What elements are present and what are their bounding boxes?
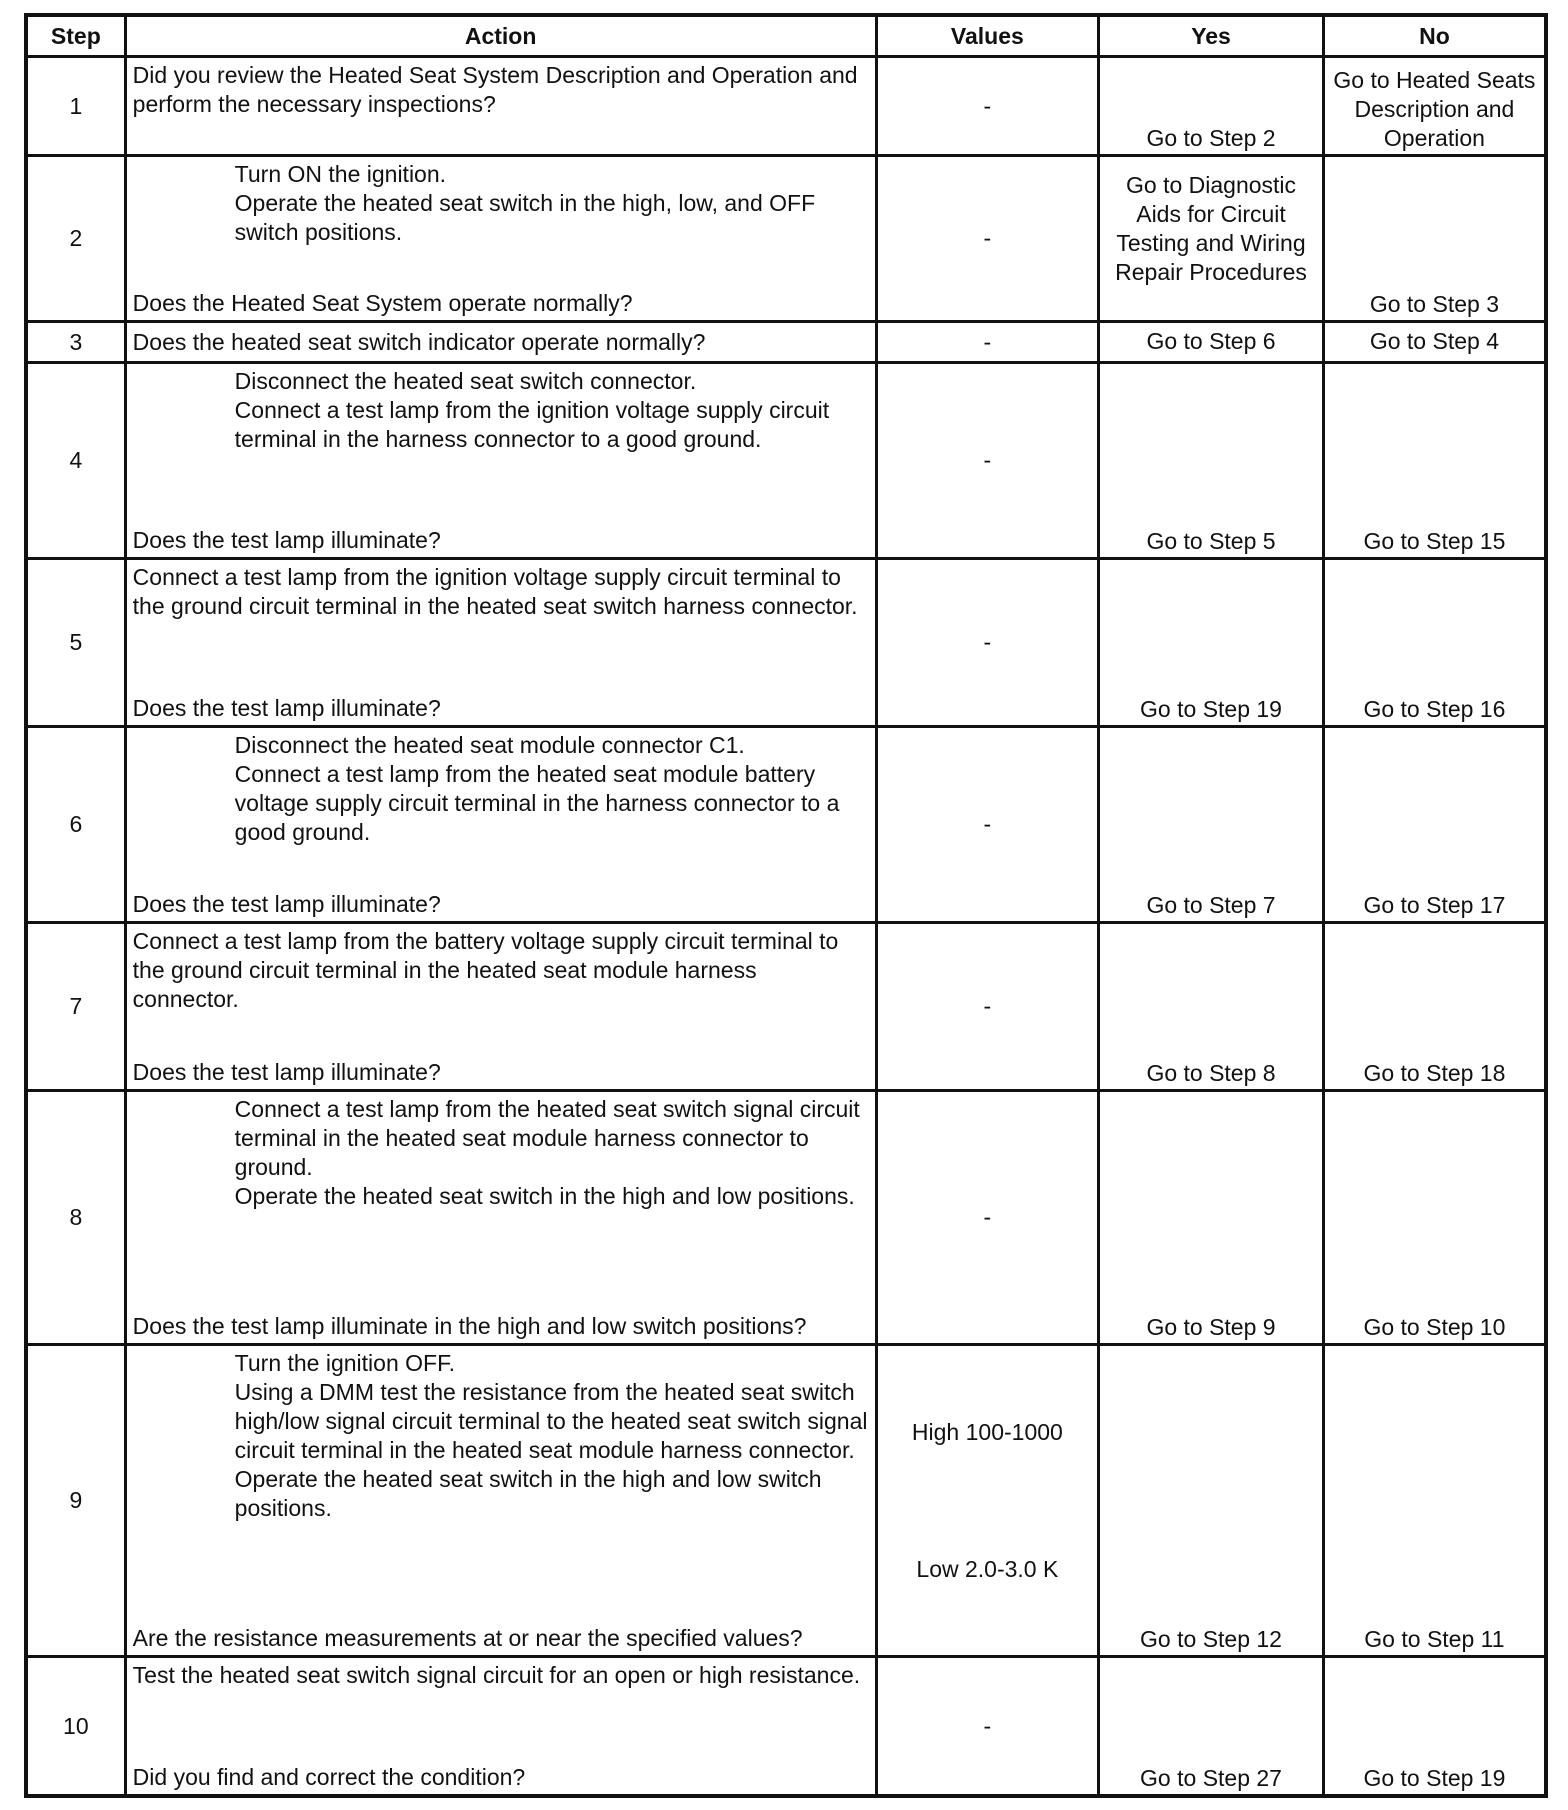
table-row [26,1345,1546,1657]
action-substep: Turn ON the ignition. [234,161,447,187]
header-step: Step [26,15,125,57]
action-substep: Connect a test lamp from the ignition voltage supply circuit terminal in the harness connector to a good ground. [234,397,830,452]
no-link[interactable]: Go to Step 17 [1363,892,1506,918]
action-question: Does the test lamp illuminate? [132,527,441,553]
action-question: Does the test lamp illuminate in the high and low switch positions? [132,1313,807,1339]
step-number: 6 [26,727,125,923]
action-substep: Operate the heated seat switch in the high and low switch positions. [234,1466,822,1521]
yes-link[interactable]: Go to Step 19 [1140,696,1282,722]
no-link[interactable]: Go to Step 11 [1364,1626,1505,1652]
yes-cell [1099,1091,1324,1345]
step-number: 9 [26,1345,125,1657]
yes-link[interactable]: Go to Step 2 [1146,125,1276,151]
yes-cell [1099,363,1324,559]
action-question: Are the resistance measurements at or near the specified values? [132,1625,803,1651]
values-cell [876,1345,1099,1657]
table-row [26,57,1546,156]
yes-cell [1099,923,1324,1091]
table-row [26,1091,1546,1345]
no-link[interactable]: Go to Step 4 [1369,328,1499,354]
yes-link[interactable]: Go to Step 8 [1146,1060,1276,1086]
action-substep: Turn the ignition OFF. [234,1350,455,1376]
no-cell [1323,1091,1546,1345]
yes-link[interactable]: Go to Step 5 [1146,528,1276,554]
no-cell [1323,1657,1546,1797]
no-cell [1323,727,1546,923]
header-values: Values [876,15,1099,57]
yes-cell [1099,322,1324,363]
no-link[interactable]: Go to Step 15 [1363,528,1506,554]
action-question: Did you find and correct the condition? [132,1764,526,1790]
table-row [26,727,1546,923]
step-number: 1 [26,57,125,156]
header-yes: Yes [1099,15,1324,57]
action-substep: Using a DMM test the resistance from the heated seat switch high/low signal circuit terminal to the heated seat switch signal circuit terminal in the heated seat module harness connector. [234,1379,868,1463]
no-link[interactable]: Go to Heated Seats Description and Operation [1333,67,1536,151]
step-number: 2 [26,156,125,322]
values-cell: - [876,1091,1099,1345]
action-text: Test the heated seat switch signal circuit for an open or high resistance. [132,1662,861,1688]
table-row [26,156,1546,322]
action-text: Did you review the Heated Seat System Description and Operation and perform the necessary inspections? [132,62,858,117]
action-question: Does the test lamp illuminate? [132,891,441,917]
action-substep: Connect a test lamp from the heated seat module battery voltage supply circuit terminal in the harness connector to a good ground. [234,761,840,845]
table-row [26,322,1546,363]
action-cell [125,923,876,1091]
step-number: 4 [26,363,125,559]
table-row [26,923,1546,1091]
action-cell [125,1091,876,1345]
yes-cell [1099,727,1324,923]
yes-cell [1099,1345,1324,1657]
values-cell: - [876,1657,1099,1797]
action-cell [125,322,876,363]
action-cell [125,156,876,322]
value-high: High 100-1000 [911,1418,1063,1445]
yes-cell [1099,57,1324,156]
yes-cell [1099,559,1324,727]
action-substep: Operate the heated seat switch in the high and low positions. [234,1183,855,1209]
value-low: Low 2.0-3.0 K [916,1555,1059,1582]
values-cell: - [876,559,1099,727]
action-question: Does the test lamp illuminate? [132,1059,441,1085]
yes-cell [1099,1657,1324,1797]
no-cell [1323,559,1546,727]
no-cell [1323,156,1546,322]
table-row [26,559,1546,727]
values-cell: - [876,363,1099,559]
yes-cell [1099,156,1324,322]
step-number: 10 [26,1657,125,1797]
action-text: Does the heated seat switch indicator operate normally? [132,329,706,355]
header-action: Action [125,15,876,57]
header-row [26,15,1546,57]
action-substep: Disconnect the heated seat module connector C1. [234,732,745,758]
no-cell [1323,57,1546,156]
action-cell [125,1345,876,1657]
step-number: 5 [26,559,125,727]
step-number: 3 [26,322,125,363]
no-link[interactable]: Go to Step 18 [1363,1060,1506,1086]
action-cell [125,727,876,923]
yes-link[interactable]: Go to Step 9 [1146,1314,1276,1340]
step-number: 8 [26,1091,125,1345]
header-no: No [1323,15,1546,57]
no-cell [1323,1345,1546,1657]
action-cell [125,1657,876,1797]
yes-link[interactable]: Go to Step 7 [1146,892,1276,918]
no-link[interactable]: Go to Step 3 [1369,291,1499,317]
no-cell [1323,363,1546,559]
values-cell: - [876,322,1099,363]
values-cell: - [876,156,1099,322]
values-cell: - [876,923,1099,1091]
yes-link[interactable]: Go to Step 6 [1146,328,1276,354]
values-cell: - [876,57,1099,156]
diagnostic-table [24,13,1548,1798]
table-row [26,1657,1546,1797]
action-text: Connect a test lamp from the ignition voltage supply circuit terminal to the ground circuit terminal in the heated seat switch harness connector. [132,564,858,619]
action-substep: Operate the heated seat switch in the high, low, and OFF switch positions. [234,190,816,245]
values-cell: - [876,727,1099,923]
yes-link[interactable]: Go to Step 12 [1140,1626,1282,1652]
table-row [26,363,1546,559]
no-cell [1323,322,1546,363]
action-cell [125,559,876,727]
yes-link[interactable]: Go to Diagnostic Aids for Circuit Testing and Wiring Repair Procedures [1115,172,1307,285]
no-cell [1323,923,1546,1091]
step-number: 7 [26,923,125,1091]
action-substep: Connect a test lamp from the heated seat switch signal circuit terminal in the heated seat module harness connector to ground. [234,1096,860,1180]
yes-link[interactable]: Go to Step 27 [1140,1765,1282,1791]
action-question: Does the Heated Seat System operate normally? [132,290,633,316]
action-substep: Disconnect the heated seat switch connector. [234,368,697,394]
action-question: Does the test lamp illuminate? [132,695,441,721]
no-link[interactable]: Go to Step 16 [1363,696,1506,722]
action-cell [125,363,876,559]
action-cell [125,57,876,156]
no-link[interactable]: Go to Step 19 [1363,1765,1506,1791]
no-link[interactable]: Go to Step 10 [1363,1314,1506,1340]
action-text: Connect a test lamp from the battery voltage supply circuit terminal to the ground circuit terminal in the heated seat module harness connector. [132,928,839,1012]
